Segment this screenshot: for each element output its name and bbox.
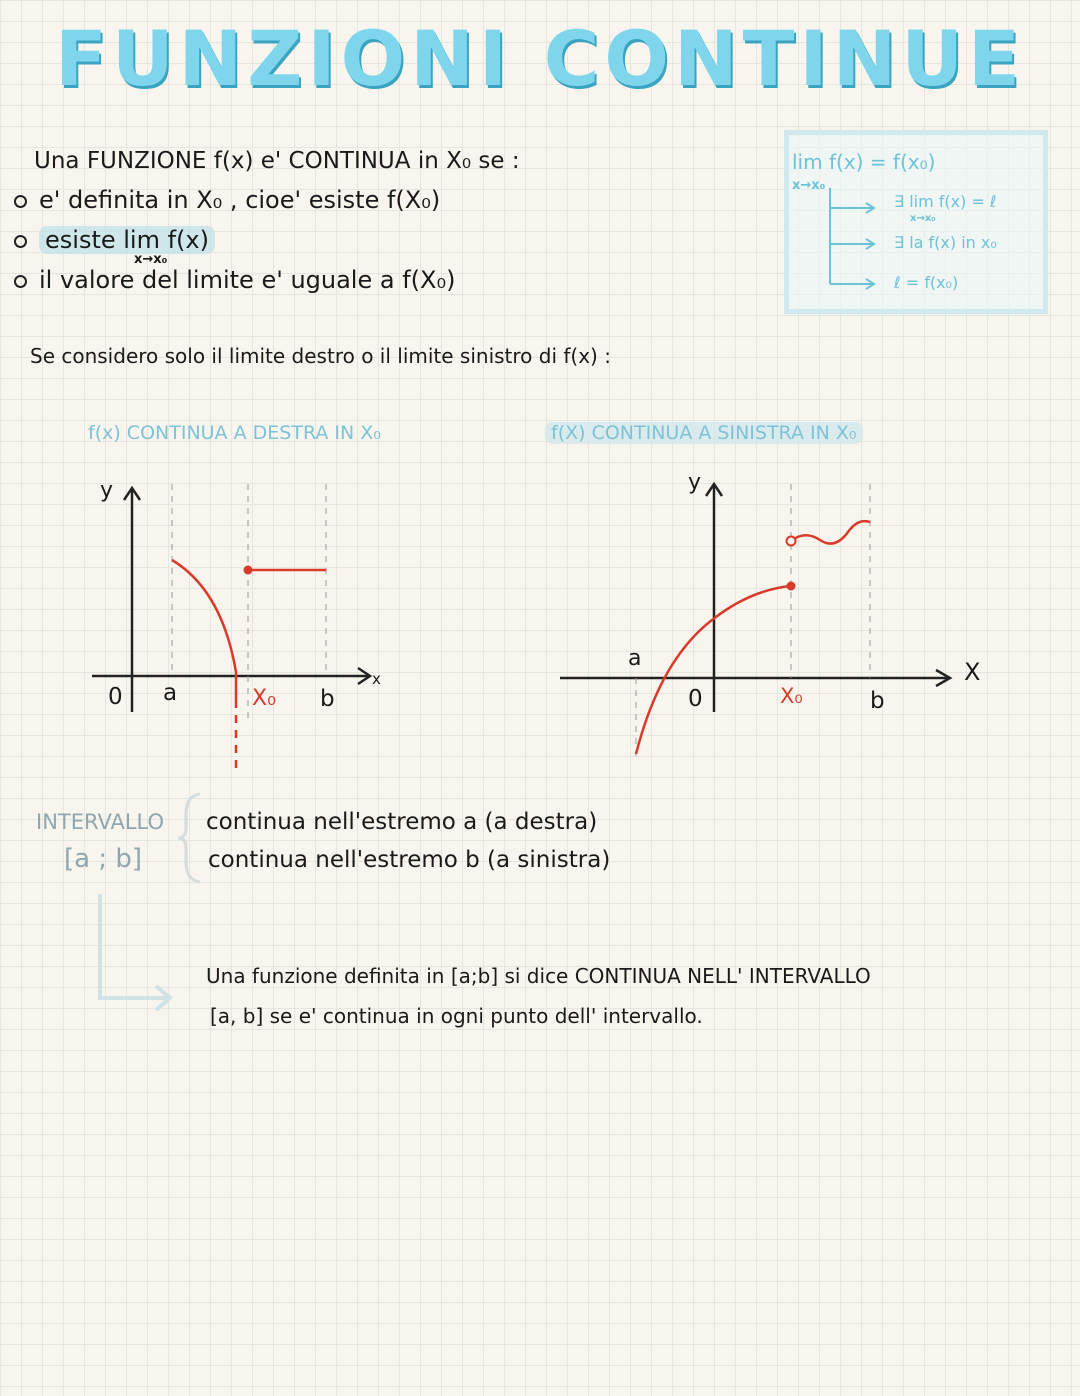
limit-subscript: x→x₀ (134, 252, 168, 267)
graph-left-x0-label: X₀ (780, 684, 803, 708)
note-text: Se considero solo il limite destro o il limite sinistro di f(x) : (30, 344, 611, 368)
conclusion-arrow (90, 890, 190, 1020)
graph-left-title-text: f(X) CONTINUA A SINISTRA IN X₀ (545, 422, 863, 444)
graph-left-origin-label: 0 (688, 686, 703, 712)
interval-label: INTERVALLO (36, 810, 165, 834)
graph-right-title: f(x) CONTINUA A DESTRA IN X₀ (88, 422, 381, 444)
graph-left-x-label: X (964, 658, 981, 686)
interval-line-b: continua nell'estremo b (a sinistra) (208, 847, 611, 873)
summary-main: lim f(x) = f(x₀) (792, 150, 936, 174)
page-title: FUNZIONI CONTINUE (55, 14, 1025, 103)
bullet-limit-equals-text: il valore del limite e' uguale a f(X₀) (39, 266, 456, 294)
summary-item-limit: ∃ lim f(x) = ℓ (894, 192, 997, 211)
interval-line-a: continua nell'estremo a (a destra) (206, 809, 598, 835)
conclusion-line-2: [a, b] se e' continua in ogni punto dell' intervallo. (210, 1004, 703, 1028)
graph-right-y-label: y (100, 478, 114, 503)
graph-right-x-label: x (372, 670, 381, 688)
conclusion-line-1: Una funzione definita in [a;b] si dice CONTINUA NELL' INTERVALLO (206, 964, 871, 988)
summary-item-equal: ℓ = f(x₀) (894, 273, 959, 292)
definition-text: Una FUNZIONE f(x) e' CONTINUA in X₀ se : (34, 148, 520, 174)
left-part-endpoint (787, 582, 796, 591)
right-part-open-point (787, 537, 796, 546)
interval-range: [a ; b] (64, 844, 143, 874)
graph-right-origin-label: 0 (108, 684, 123, 710)
curve-right-part (791, 521, 870, 543)
graph-right-a-label: a (163, 680, 178, 706)
summary-item-subscript: x→x₀ (910, 213, 936, 224)
bullet-defined-text: e' definita in X₀ , cioe' esiste f(X₀) (39, 186, 441, 214)
graph-right-x0-label: X₀ (252, 686, 276, 711)
graph-left-a-label: a (628, 646, 642, 671)
summary-main-subscript: x→x₀ (792, 178, 826, 193)
graph-right-b-label: b (320, 686, 335, 712)
graph-left-b-label: b (870, 688, 885, 714)
summary-item-value: ∃ la f(x) in x₀ (894, 233, 997, 252)
graph-left-y-label: y (688, 470, 702, 495)
interval-brace (176, 792, 206, 884)
bullet-limit-exists-text: esiste lim f(x) (39, 226, 215, 254)
